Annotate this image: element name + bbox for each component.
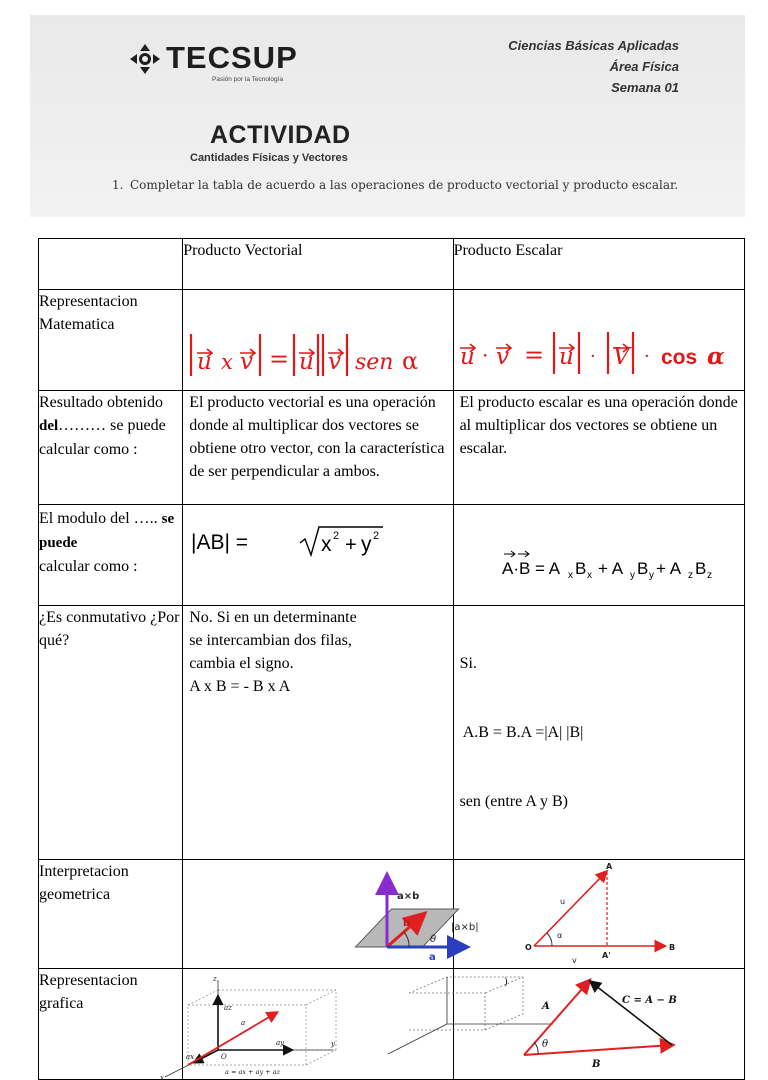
instruction	[112, 178, 690, 193]
svg-text:B: B	[574, 559, 586, 578]
vectorial-geometric-cell	[183, 860, 479, 969]
cross-product-parallelogram-diagram	[183, 860, 479, 968]
svg-text:u: u	[299, 349, 315, 375]
svg-text:x: x	[221, 350, 234, 374]
row-label-resultado-c: ……… se puede calcular como :	[39, 417, 166, 458]
logo-tagline: Pasión por la Tecnología	[212, 76, 284, 83]
label-Aprime: A'	[601, 951, 611, 960]
page-subtitle: Cantidades Físicas y Vectores	[190, 152, 348, 164]
dot-product-formula	[454, 290, 744, 390]
svg-text:y: y	[629, 570, 635, 581]
table-row	[39, 391, 745, 505]
table-row	[39, 860, 745, 969]
dot-product-components-formula	[454, 505, 744, 605]
escalar-graphic-cell	[453, 969, 744, 1080]
label-B: B	[668, 943, 675, 952]
svg-text:=: =	[269, 345, 290, 373]
label-a: a	[429, 952, 436, 963]
escalar-conmutativo-text	[453, 606, 744, 860]
table-row	[39, 290, 745, 391]
svg-text:z: z	[706, 570, 712, 581]
svg-text:α: α	[706, 343, 725, 370]
instruction-number: 1.	[112, 178, 124, 192]
label-alpha: α	[556, 931, 562, 940]
label-mod-axb: |a×b|	[451, 922, 479, 933]
area-name: Área Física	[609, 59, 679, 74]
row-label-resultado-a: Resultado obtenido	[39, 394, 163, 411]
instruction-text: Completar la tabla de acuerdo a las operaciones de producto vectorial y producto escalar.	[130, 178, 679, 192]
vectorial-modulo-cell	[183, 505, 453, 606]
svg-text:2: 2	[373, 530, 380, 542]
label-axb: a×b	[397, 891, 420, 902]
escalar-conmutativo-line: Si.	[459, 655, 477, 672]
vectorial-conmutativo-line: A x B = - B x A	[189, 678, 291, 695]
label-ay: ay	[276, 1039, 285, 1047]
svg-text:x: x	[321, 533, 332, 556]
svg-text:B: B	[694, 559, 706, 578]
header-producto-escalar: Producto Escalar	[453, 239, 744, 290]
label-z: z	[213, 975, 217, 983]
escalar-result-text: El producto escalar es una operación donde al multiplicar dos vectores se obtiene un escalar.	[453, 391, 744, 505]
vector-A	[534, 872, 606, 946]
vectorial-formula-cell	[183, 290, 453, 391]
axis-x	[388, 1024, 447, 1054]
label-O: O	[524, 943, 532, 952]
vectorial-conmutativo-line: cambia el signo.	[189, 655, 294, 672]
label-sum: a = ax + ay + az	[225, 1068, 281, 1076]
svg-text:+ A: + A	[597, 559, 623, 578]
label-v: v	[571, 956, 577, 965]
svg-text:·: ·	[481, 343, 488, 367]
svg-text:v: v	[495, 344, 509, 370]
escalar-geometric-cell	[453, 860, 744, 969]
svg-text:z: z	[687, 570, 693, 581]
vectorial-conmutativo-line: se intercambian dos filas,	[189, 632, 352, 649]
svg-text:y: y	[361, 533, 372, 556]
svg-text:y: y	[648, 570, 654, 581]
tecsup-logo-icon	[128, 42, 162, 76]
label-ax: ax	[186, 1053, 195, 1061]
label-A: A	[605, 862, 612, 871]
svg-text:A·B = A: A·B = A	[501, 559, 560, 578]
svg-text:+ A: + A	[655, 559, 681, 578]
vector-A-tri	[524, 981, 589, 1055]
dot-product-projection-diagram	[454, 860, 744, 968]
svg-text:·: ·	[643, 346, 650, 367]
vectorial-graphic-cell	[160, 969, 453, 1080]
label-paren: )	[503, 977, 508, 988]
header-cell-empty	[39, 239, 183, 290]
component-ax	[195, 1050, 218, 1062]
svg-text:u: u	[459, 344, 475, 370]
vectorial-conmutativo-line: No. Si en un determinante	[189, 609, 357, 626]
label-a-vec: a	[241, 1019, 246, 1027]
svg-text:+: +	[345, 534, 357, 556]
label-u: u	[559, 897, 565, 906]
page-title: ACTIVIDAD	[210, 121, 351, 149]
svg-text:cos: cos	[660, 346, 697, 369]
svg-text:v: v	[328, 349, 342, 375]
row-label-modulo-b: se puede	[39, 511, 175, 551]
svg-text:B: B	[636, 559, 648, 578]
label-A-tri: A	[541, 1001, 550, 1012]
svg-text:V: V	[612, 344, 630, 370]
week-label: Semana 01	[611, 80, 679, 95]
course-info	[508, 35, 679, 98]
svg-text:2: 2	[333, 530, 340, 542]
label-x: x	[160, 1074, 165, 1080]
cross-product-formula	[183, 290, 453, 390]
label-O-origin: O	[221, 1053, 227, 1061]
table-header-row	[39, 239, 745, 290]
tecsup-logo	[128, 40, 298, 90]
svg-text:v: v	[240, 349, 254, 375]
row-label-modulo-c: calcular como :	[39, 558, 138, 575]
row-label-modulo-a: El modulo del …..	[39, 510, 158, 527]
svg-text:sen: sen	[355, 350, 394, 375]
row-label-resultado	[39, 391, 183, 505]
label-B-tri: B	[591, 1059, 601, 1070]
row-label-representacion-matematica: Representacion Matematica	[39, 290, 183, 391]
table-row	[39, 505, 745, 606]
escalar-modulo-cell	[453, 505, 744, 606]
escalar-formula-cell	[453, 290, 744, 391]
label-y: y	[331, 1040, 336, 1048]
logo-text: TECSUP	[166, 40, 298, 75]
row-label-resultado-b: del	[39, 418, 59, 434]
vector-subtraction-triangle-diagram	[454, 969, 744, 1079]
label-theta-tri: θ	[541, 1039, 548, 1050]
vector-a-3d	[188, 1013, 276, 1065]
label-b: b	[403, 918, 411, 929]
escalar-conmutativo-line: sen (entre A y B)	[459, 793, 568, 810]
row-label-modulo	[39, 505, 183, 606]
row-label-conmutativo: ¿Es conmutativo ¿Por qué?	[39, 606, 183, 860]
row-label-representacion-grafica: Representacion grafica	[39, 969, 183, 1080]
svg-text:α: α	[402, 347, 419, 375]
table-row	[39, 969, 745, 1080]
row-label-interpretacion: Interpretacion geometrica	[39, 860, 183, 969]
label-theta: θ	[430, 934, 437, 945]
course-name: Ciencias Básicas Aplicadas	[508, 38, 679, 53]
label-az: az	[224, 1004, 233, 1012]
vector-components-3d-diagram	[160, 969, 453, 1080]
modulo-formula	[183, 505, 453, 605]
vector-C-tri	[591, 982, 672, 1045]
svg-text:u: u	[197, 349, 213, 375]
svg-text:=: =	[523, 341, 544, 369]
svg-text:x: x	[567, 570, 573, 581]
comparison-table	[38, 238, 745, 1080]
svg-text:u: u	[558, 344, 574, 370]
vectorial-conmutativo-text	[183, 606, 453, 860]
table-row	[39, 606, 745, 860]
escalar-conmutativo-line: A.B = B.A =|A| |B|	[459, 724, 584, 741]
svg-text:x: x	[586, 570, 592, 581]
document-header	[30, 15, 745, 217]
header-producto-vectorial: Producto Vectorial	[183, 239, 453, 290]
vectorial-result-text: El producto vectorial es una operación donde al multiplicar dos vectores se obtiene otro vector, con la característica de ser perpendicular a ambos.	[183, 391, 453, 505]
svg-text:·: ·	[589, 346, 596, 367]
svg-text:|AB| =: |AB| =	[191, 531, 249, 554]
label-C-tri: C = A − B	[621, 995, 677, 1006]
